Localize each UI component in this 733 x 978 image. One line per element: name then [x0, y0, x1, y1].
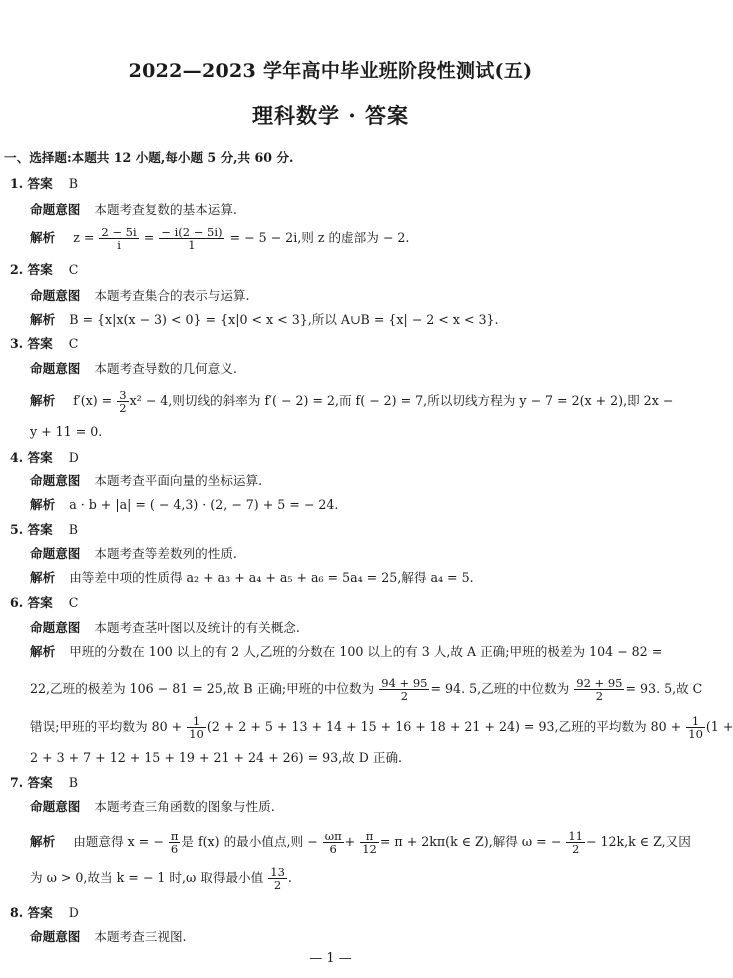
- question-2-analysis: 解析 B = {x|x(x − 3) < 0} = {x|0 < x < 3},所以 A∪B = {x| − 2 < x < 3}.: [30, 312, 499, 327]
- question-1-analysis: 解析 z = $\frac{2 - 5i}{i}$ = $\frac{- i(2 - 5i)}{1}$ = − 5 − 2i,则 z 的虚部为 − 2.: [30, 225, 410, 252]
- question-3-answer: 3. 答案 C: [10, 336, 79, 351]
- question-5-analysis: 解析 由等差中项的性质得 a₂ + a₃ + a₄ + a₅ + a₆ = 5a₄ = 25,解得 a₄ = 5.: [30, 570, 474, 585]
- question-6-analysis-line2: 22,乙班的极差为 106 − 81 = 25,故 B 正确;甲班的中位数为 $\frac{94 + 95}{2}$ = 94. 5,乙班的中位数为 $\frac{92 + 95}{2}$ = 93. 5,故 C: [30, 676, 703, 703]
- question-5-intent: 命题意图 本题考查等差数列的性质.: [30, 546, 237, 561]
- question-4-analysis: 解析 a · b + |a| = ( − 4,3) · (2, − 7) + 5 = − 24.: [30, 497, 339, 512]
- question-6-analysis: 解析 甲班的分数在 100 以上的有 2 人,乙班的分数在 100 以上的有 3 人,故 A 正确;甲班的极差为 104 − 82 =: [30, 644, 663, 659]
- question-7-analysis: 解析 由题意得 x = − $\frac{\pi}{6}$ 是 f(x) 的最小值点,则 − $\frac{\omega\pi}{6}$ + $\frac{\pi}{12}$ = π + 2kπ(k ∈ Z),解得 ω = − $\frac{11}{2}$ − 12k,k ∈ Z,又因: [30, 829, 691, 856]
- question-7-analysis-cont: 为 ω > 0,故当 k = − 1 时,ω 取得最小值 $\frac{13}{2}$ .: [30, 865, 292, 892]
- question-5-answer: 5. 答案 B: [10, 522, 78, 537]
- question-6-analysis-line4: 2 + 3 + 7 + 12 + 15 + 19 + 21 + 24 + 26) = 93,故 D 正确.: [30, 750, 403, 765]
- question-1-intent: 命题意图 本题考查复数的基本运算.: [30, 202, 237, 217]
- question-7-intent: 命题意图 本题考查三角函数的图象与性质.: [30, 799, 275, 814]
- question-1-answer: 1. 答案 B: [10, 176, 78, 191]
- question-8-intent: 命题意图 本题考查三视图.: [30, 929, 187, 944]
- question-4-answer: 4. 答案 D: [10, 450, 79, 465]
- question-3-analysis: 解析 f′(x) = $\frac{3}{2}$ x² − 4,则切线的斜率为 f′( − 2) = 2,而 f( − 2) = 7,所以切线方程为 y − 7 = 2(x + 2),即 2x −: [30, 388, 674, 415]
- question-6-analysis-line3: 错误;甲班的平均数为 80 + $\frac{1}{10}$ (2 + 2 + 5 + 13 + 14 + 15 + 16 + 18 + 21 + 24) = 93,乙班的平均数为 80 + $\frac{1}{10}$ (1 +: [30, 714, 733, 741]
- question-6-intent: 命题意图 本题考查茎叶图以及统计的有关概念.: [30, 620, 300, 635]
- question-3-intent: 命题意图 本题考查导数的几何意义.: [30, 361, 237, 376]
- question-8-answer: 8. 答案 D: [10, 905, 79, 920]
- document-subtitle: 理科数学 · 答案: [252, 103, 409, 128]
- question-4-intent: 命题意图 本题考查平面向量的坐标运算.: [30, 473, 263, 488]
- question-2-answer: 2. 答案 C: [10, 262, 79, 277]
- question-3-analysis-cont: y + 11 = 0.: [30, 424, 103, 439]
- question-2-intent: 命题意图 本题考查集合的表示与运算.: [30, 288, 250, 303]
- section-heading: 一、选择题:本题共 12 小题,每小题 5 分,共 60 分.: [4, 150, 294, 165]
- document-title: 2022—2023 学年高中毕业班阶段性测试(五): [128, 60, 533, 82]
- page-number: — 1 —: [309, 951, 352, 966]
- question-6-answer: 6. 答案 C: [10, 595, 79, 610]
- question-7-answer: 7. 答案 B: [10, 775, 78, 790]
